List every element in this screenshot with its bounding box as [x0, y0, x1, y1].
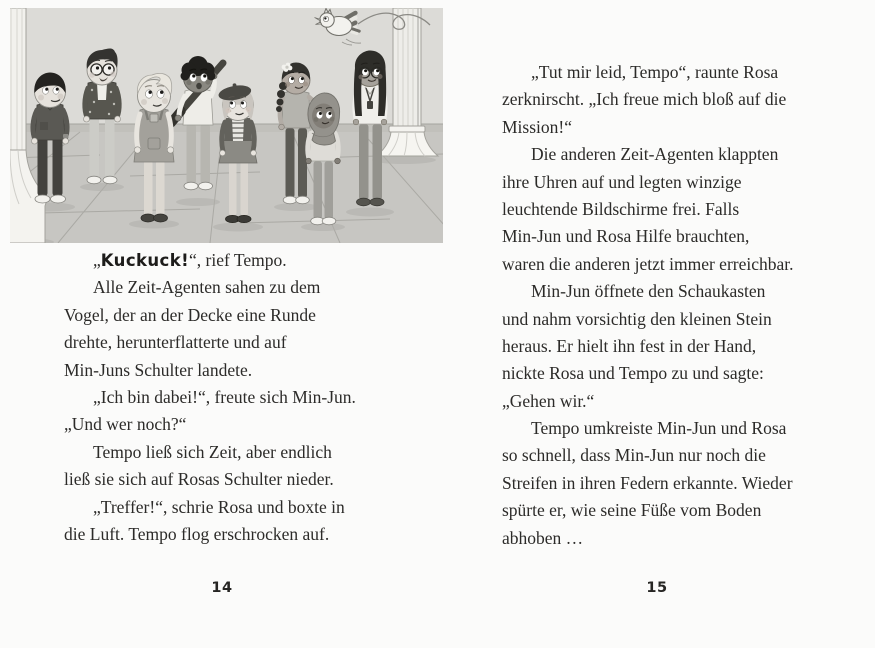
- text-line: waren die anderen jetzt immer erreichbar.: [502, 253, 794, 274]
- text-line: Streifen in ihren Federn erkannte. Wieder: [502, 472, 793, 493]
- text-line: abhoben …: [502, 527, 584, 548]
- text-line: Min-Jun öffnete den Schaukasten: [531, 281, 766, 302]
- text-line: Alle Zeit-Agenten sahen zu dem: [93, 277, 321, 298]
- right-page-text: [502, 59, 874, 552]
- display-word: Kuckuck!: [100, 251, 190, 270]
- text-line: [64, 247, 456, 274]
- text-line: und nahm vorsichtig den kleinen Stein: [502, 308, 772, 329]
- page-number-left: 14: [211, 580, 233, 596]
- text-line: „Tut mir leid, Tempo“, raunte Rosa: [531, 62, 779, 82]
- text-line: „Gehen wir.“: [502, 390, 595, 411]
- illustration: [10, 8, 443, 243]
- text-line: Tempo ließ sich Zeit, aber endlich: [93, 441, 332, 462]
- text-line: Die anderen Zeit-Agenten klappten: [531, 144, 779, 165]
- text-line: Vogel, der an der Decke eine Runde: [64, 304, 316, 325]
- quote-mark: „: [93, 250, 101, 270]
- text-line: „Ich bin dabei!“, freute sich Min-Jun.: [93, 386, 356, 407]
- text-line: Mission!“: [502, 116, 572, 137]
- text-line: nickte Rosa und Tempo zu und sagte:: [502, 363, 764, 384]
- text-line: „Und wer noch?“: [64, 414, 187, 435]
- page-number-right: 15: [646, 580, 668, 596]
- text-line: „Treffer!“, schrie Rosa und boxte in: [93, 496, 345, 517]
- text-line: die Luft. Tempo flog erschrocken auf.: [64, 523, 330, 544]
- text-line: leuchtende Bildschirme frei. Falls: [502, 198, 740, 219]
- text-line: ließ sie sich auf Rosas Schulter nieder.: [64, 469, 334, 490]
- text-line: spürte er, wie seine Füße vom Boden: [502, 500, 762, 521]
- right-page: [456, 0, 875, 648]
- left-page-text: [64, 247, 456, 548]
- text-line: so schnell, dass Min-Jun nur noch die: [502, 445, 766, 466]
- text-line: Tempo umkreiste Min-Jun und Rosa: [531, 418, 787, 439]
- text-line: ihre Uhren auf und legten winzige: [502, 171, 742, 192]
- text-line: drehte, herunterflatterte und auf: [64, 332, 287, 353]
- text-line: Min-Jun und Rosa Hilfe brauchten,: [502, 226, 750, 247]
- text-line: heraus. Er hielt ihn fest in der Hand,: [502, 335, 757, 356]
- text-line: zerknirscht. „Ich freue mich bloß auf die: [502, 89, 787, 110]
- text-line: Min-Juns Schulter landete.: [64, 359, 253, 380]
- line-rest: “, rief Tempo.: [189, 250, 287, 270]
